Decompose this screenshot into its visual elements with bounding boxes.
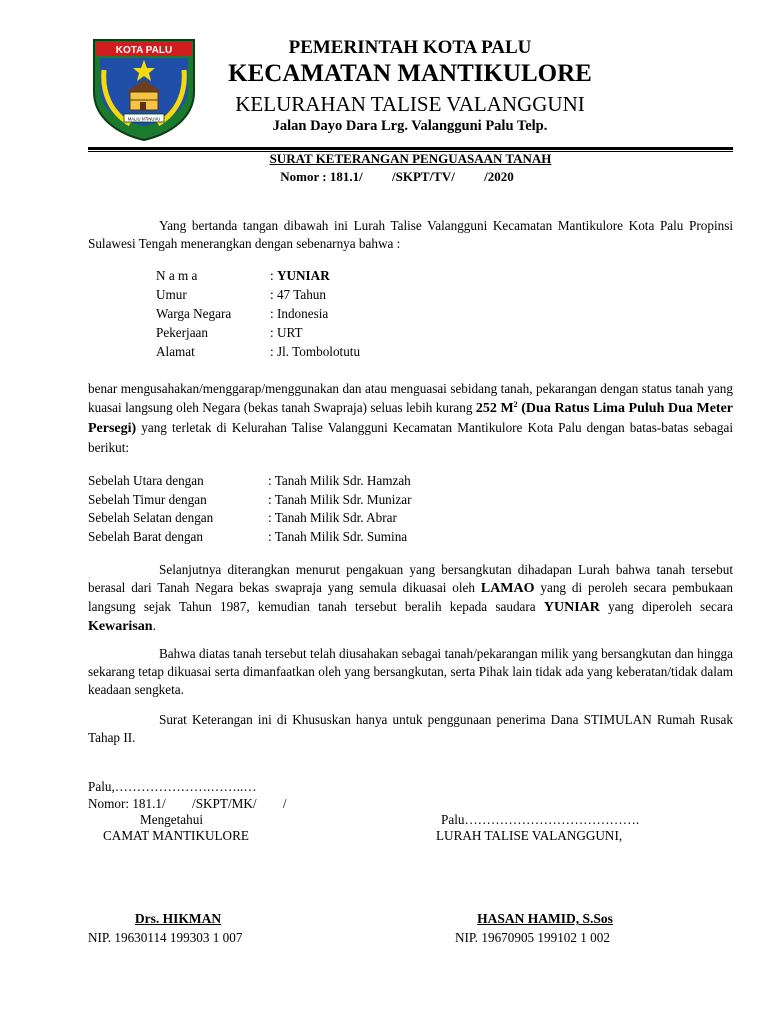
field-row-pekerjaan (156, 323, 556, 342)
border-row-south (88, 509, 588, 528)
border-label: Sebelah Utara dengan (88, 473, 204, 488)
left-signatory-position: CAMAT MANTIKULORE (103, 828, 249, 843)
land-status-paragraph: Bahwa diatas tanah tersebut telah diusahakan sebagai tanah/pekarangan milik yang bersangkutan dan hingga sekarang tetap dikuasai serta dimanfaatkan oleh yang bersangkutan, serta Pihak lain tidak ada yang keberatan/tidak dalam keadaan sengketa. (88, 646, 733, 697)
header-address: Jalan Dayo Dara Lrg. Valangguni Palu Telp. (272, 118, 548, 134)
logo-text-bottom: MALIU NTINUVU (127, 116, 161, 122)
field-label: Pekerjaan (156, 325, 208, 340)
letter-number: Nomor : 181.1/ /SKPT/TV/ /2020 (280, 169, 514, 184)
current-owner: YUNIAR (543, 600, 600, 615)
field-row-warga-negara (156, 304, 556, 323)
right-signatory-position: LURAH TALISE VALANGGUNI, (436, 828, 623, 843)
border-row-west (88, 528, 588, 547)
border-value: : Tanah Milik Sdr. Munizar (268, 491, 412, 507)
land-borders (88, 472, 588, 546)
kota-palu-emblem-logo (90, 34, 198, 142)
field-row-umur (156, 285, 556, 304)
ownership-history-paragraph: Selanjutnya diterangkan menurut pengakuan yang bersangkutan dihadapan Lurah bahwa tanah tersebut berasal dari Tanah Negara bekas swapraja yang semula dikuasai oleh LAMAO yang di peroleh secara pembukaan langsung sejak Tahun 1987, kemudian tanah tersebut beralih kepada saudara YUNIAR yang diperoleh secara Kewarisan. (88, 562, 733, 634)
header-divider-thick (88, 147, 733, 150)
border-row-north (88, 472, 588, 491)
border-value: : Tanah Milik Sdr. Abrar (268, 510, 397, 525)
header-village: KELURAHAN TALISE VALANGGUNI (235, 92, 585, 116)
field-value: : 47 Tahun (270, 287, 326, 302)
right-signatory-name: HASAN HAMID, S.Sos (477, 911, 613, 926)
border-value: : Tanah Milik Sdr. Sumina (268, 528, 408, 544)
field-value: : URT (270, 325, 303, 340)
letter-title: SURAT KETERANGAN PENGUASAAN TANAH (269, 151, 552, 166)
field-value: : Indonesia (270, 306, 329, 321)
acquisition-type: Kewarisan (88, 619, 153, 634)
left-acknowledged-label: Mengetahui (140, 812, 203, 827)
field-value-name: YUNIAR (276, 268, 330, 283)
left-signatory-nip: NIP. 19630114 199303 1 007 (88, 930, 243, 945)
land-description-paragraph: benar mengusahakan/menggarap/menggunakan dan atau menguasai sebidang tanah, pekarangan dengan status tanah yang kuasai langsung oleh Negara (bekas tanah Swapraja) seluas lebih kurang 252 $M^2$ (Dua Ratus Lima Puluh Dua Meter Persegi) yang terletak di Kelurahan Talise Valangguni Kecamatan Mantikulore Kota Palu dengan batas-batas sebagai berikut: (88, 381, 733, 455)
border-value: : Tanah Milik Sdr. Hamzah (268, 473, 411, 488)
header-government: PEMERINTAH KOTA PALU (288, 37, 532, 58)
left-place-date: Palu,………………….……..… (88, 779, 257, 794)
border-label: Sebelah Barat dengan (88, 528, 203, 544)
field-label: N a m a (156, 268, 198, 283)
field-row-alamat (156, 342, 556, 361)
field-label: Alamat (156, 344, 195, 359)
purpose-paragraph: Surat Keterangan ini di Khususkan hanya untuk penggunaan penerima Dana STIMULAN Rumah Rusak Tahap II. (88, 712, 733, 745)
intro-paragraph: Yang bertanda tangan dibawah ini Lurah Talise Valangguni Kecamatan Mantikulore Kota Palu Propinsi Sulawesi Tengah menerangkan dengan sebenarnya bahwa : (88, 218, 733, 251)
right-signatory-nip: NIP. 19670905 199102 1 002 (455, 930, 610, 945)
border-label: Sebelah Selatan dengan (88, 510, 214, 525)
header-district: KECAMATAN MANTIKULORE (228, 60, 592, 87)
left-number: Nomor: 181.1/ /SKPT/MK/ / (88, 796, 287, 811)
border-row-east (88, 491, 588, 510)
previous-owner: LAMAO (480, 581, 535, 596)
field-label: Umur (156, 287, 187, 302)
field-value: : (270, 268, 277, 283)
left-signatory-name: Drs. HIKMAN (134, 911, 222, 926)
right-place-date: Palu…………………………………. (441, 812, 640, 827)
logo-text-top: KOTA PALU (115, 45, 173, 56)
field-value: : Jl. Tombolotutu (270, 344, 361, 359)
border-label: Sebelah Timur dengan (88, 491, 207, 507)
field-label: Warga Negara (156, 306, 232, 321)
field-row-nama (156, 266, 556, 285)
land-area: 252 $M^2$ (Dua Ratus Lima Puluh Dua Meter Persegi) (88, 400, 733, 436)
person-details (156, 266, 556, 361)
